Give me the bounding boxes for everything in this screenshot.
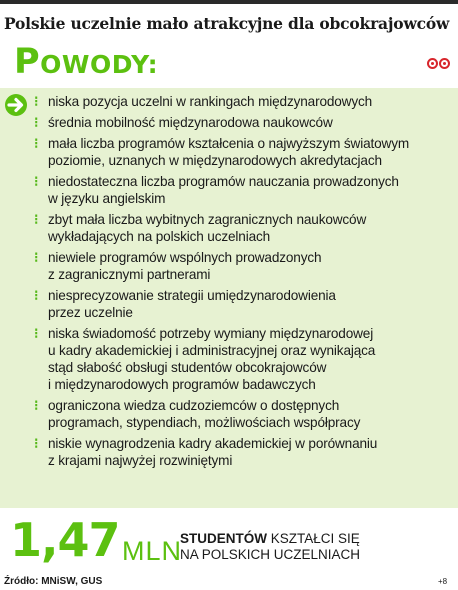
- reason-line: niesprecyzowanie strategii umiędzynarodowienia: [48, 288, 336, 303]
- corner-mark: +8: [438, 577, 448, 586]
- stat-unit: MLN: [122, 536, 183, 566]
- bullet-icon: ⁝: [34, 397, 39, 413]
- bullet-icon: ⁝: [34, 114, 39, 130]
- reason-line: niska świadomość potrzeby wymiany międzynarodowej: [48, 326, 374, 341]
- reason-line: w języku angielskim: [48, 191, 166, 206]
- two-red-circles-logo-icon: [427, 58, 450, 70]
- section-title: [14, 42, 158, 85]
- student-stat: [10, 513, 450, 570]
- reason-item: [34, 325, 452, 393]
- bullet-icon: ⁝: [34, 135, 39, 151]
- bullet-icon: ⁝: [34, 173, 39, 189]
- stat-desc-bold: STUDENTÓW: [180, 531, 267, 546]
- reason-line: niewiele programów wspólnych prowadzonych: [48, 250, 322, 265]
- reason-line: niskie wynagrodzenia kadry akademickiej w porównaniu: [48, 436, 378, 451]
- headline: Polskie uczelnie mało atrakcyjne dla obcokrajowców: [4, 14, 450, 33]
- reason-line: i międzynarodowych programów badawczych: [48, 377, 316, 392]
- top-rule: [0, 0, 458, 4]
- reason-line: niedostateczna liczba programów nauczania prowadzonych: [48, 174, 399, 189]
- stat-number: 1,47: [10, 513, 120, 567]
- reason-line: zbyt mała liczba wybitnych zagranicznych naukowców: [48, 212, 367, 227]
- reason-line: mała liczba programów kształcenia o najwyższym światowym: [48, 136, 410, 151]
- reason-item: [34, 173, 452, 207]
- reason-line: programach, stypendiach, możliwościach współpracy: [48, 415, 361, 430]
- bullet-icon: ⁝: [34, 211, 39, 227]
- reason-item: [34, 211, 452, 245]
- bullet-icon: ⁝: [34, 93, 39, 109]
- reason-line: z krajami najwyżej rozwiniętymi: [48, 453, 233, 468]
- source-note: Źródło: MNiSW, GUS: [4, 576, 103, 587]
- bullet-icon: ⁝: [34, 249, 39, 265]
- stat-desc-rest: KSZTAŁCI SIĘ: [267, 531, 360, 546]
- reason-line: przez uczelnie: [48, 305, 133, 320]
- reason-line: stąd słabość obsługi studentów obcokrajowców: [48, 360, 327, 375]
- reason-line: z zagranicznymi partnerami: [48, 267, 211, 282]
- reason-line: wykładających na polskich uczelniach: [48, 229, 271, 244]
- bullet-icon: ⁝: [34, 287, 39, 303]
- stat-desc-line2: NA POLSKICH UCZELNIACH: [180, 547, 361, 562]
- reasons-list: [34, 93, 452, 473]
- reason-line: poziomie, uznanych w międzynarodowych akredytacjach: [48, 153, 382, 168]
- reason-item: [34, 135, 452, 169]
- reason-item: [34, 114, 452, 131]
- reason-line: niska pozycja uczelni w rankingach międzynarodowych: [48, 94, 373, 109]
- green-arrow-right-icon: [4, 93, 28, 117]
- bullet-icon: ⁝: [34, 325, 39, 341]
- reason-item: [34, 93, 452, 110]
- reason-line: średnia mobilność międzynarodowa naukowców: [48, 115, 333, 130]
- stat-description: [180, 531, 450, 563]
- reason-item: [34, 249, 452, 283]
- reason-item: [34, 287, 452, 321]
- reason-item: [34, 435, 452, 469]
- bullet-icon: ⁝: [34, 435, 39, 451]
- reason-item: [34, 397, 452, 431]
- reason-line: u kadry akademickiej i administracyjnej oraz wynikająca: [48, 343, 376, 358]
- section-title-rest: OWODY:: [40, 50, 159, 79]
- reason-line: ograniczona wiedza cudzoziemców o dostępnych: [48, 398, 340, 413]
- section-title-initial: P: [14, 42, 41, 82]
